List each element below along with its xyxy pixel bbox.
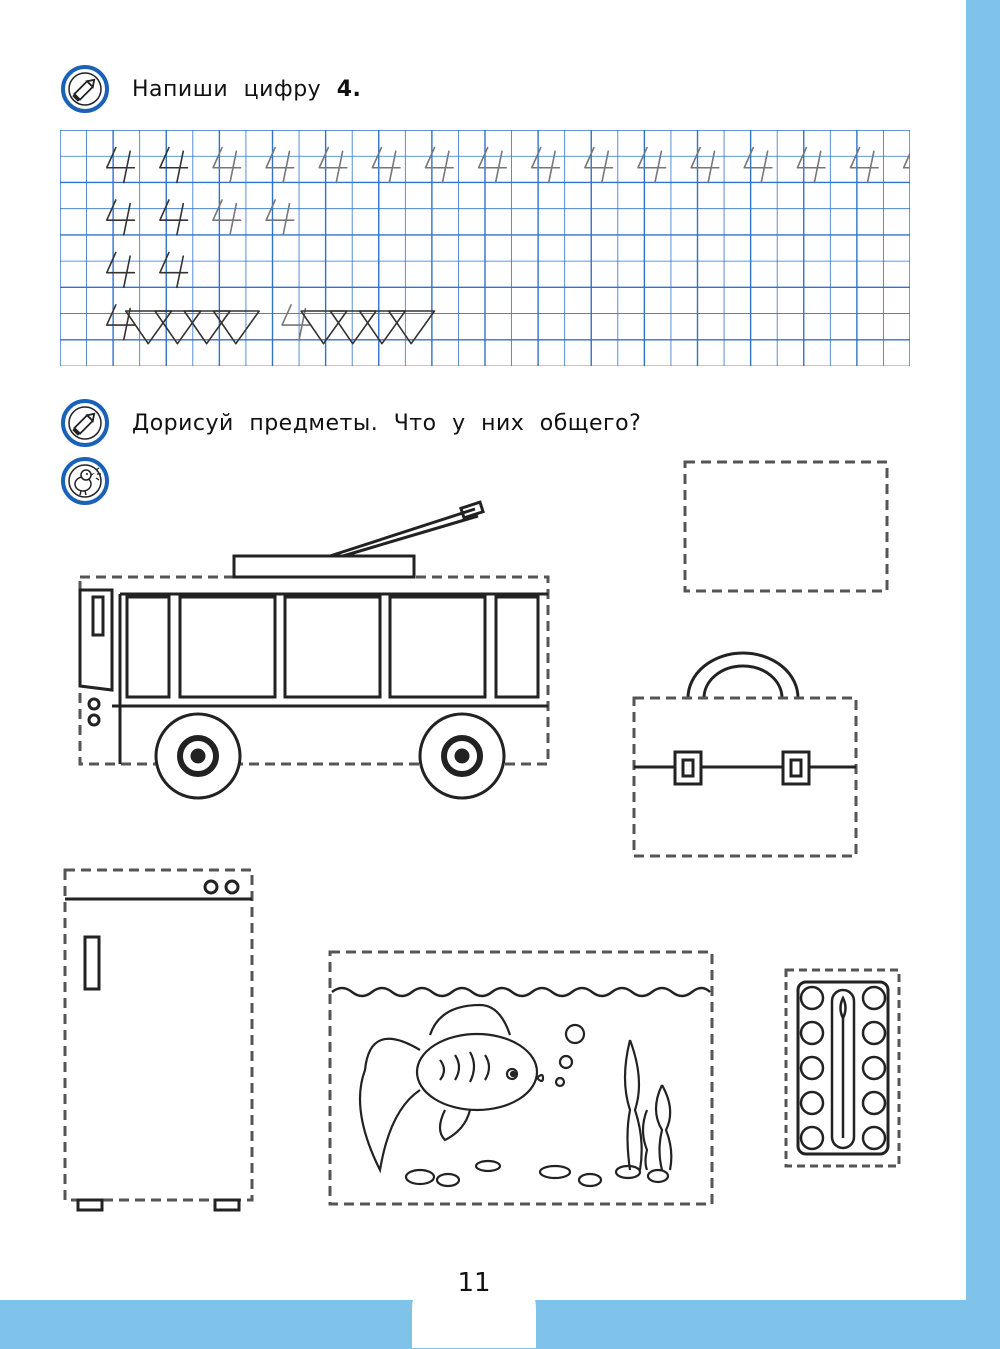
task1-digit: 4. (336, 76, 362, 102)
page-number: 11 (457, 1268, 491, 1298)
task1-text: Напиши цифру (132, 76, 322, 102)
briefcase-drawing (634, 653, 856, 856)
aquarium-drawing (330, 952, 712, 1204)
refrigerator-drawing (65, 870, 252, 1210)
paint-palette-drawing (786, 970, 899, 1166)
task2-text: Дорисуй предметы. Что у них общего? (132, 410, 642, 436)
empty-rectangle-drawing (685, 462, 887, 591)
trolleybus-drawing (80, 502, 548, 798)
